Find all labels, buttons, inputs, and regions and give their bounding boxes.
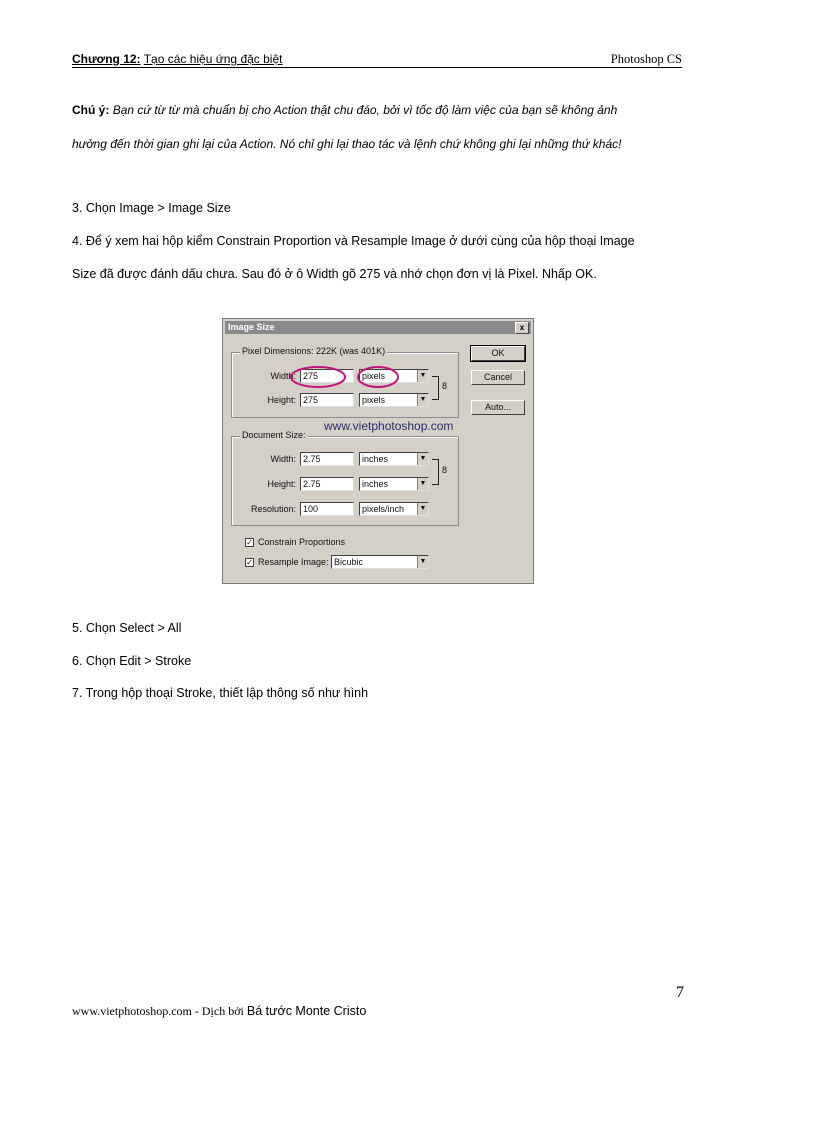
document-size-title: Document Size: — [242, 430, 306, 440]
ds-width-unit-value: inches — [362, 454, 389, 464]
chevron-down-icon: ▼ — [417, 503, 428, 515]
ds-height-unit-value: inches — [362, 479, 389, 489]
ds-width-unit-select[interactable] — [359, 452, 429, 466]
pd-width-unit-value: pixels — [362, 371, 386, 381]
image-size-dialog — [222, 318, 534, 584]
close-icon[interactable]: x — [515, 322, 529, 334]
pd-width-input[interactable]: 275 — [300, 369, 354, 383]
chevron-down-icon: ▼ — [417, 556, 428, 568]
note-line-2: hưởng đến thời gian ghi lại của Action. Nó chỉ ghi lại thao tác và lệnh chứ không ghi lại những thứ khác! — [72, 137, 622, 151]
chevron-down-icon: ▼ — [417, 394, 428, 406]
chapter-label: Chương 12: — [72, 52, 141, 66]
footer-site[interactable]: www.vietphotoshop.com — [72, 1004, 192, 1018]
footer-translated-by: - Dịch bởi — [191, 1004, 247, 1018]
chain-link-icon: 8 — [442, 465, 448, 475]
pd-width-label: Width: — [270, 371, 296, 381]
ok-button[interactable]: OK — [471, 346, 525, 361]
pd-height-input[interactable]: 275 — [300, 393, 354, 407]
note-label: Chú ý: — [72, 103, 110, 117]
chevron-down-icon: ▼ — [417, 453, 428, 465]
page-footer — [72, 1004, 366, 1019]
app-name: Photoshop CS — [610, 52, 682, 66]
resample-method-select[interactable] — [331, 555, 429, 569]
step-4-line-2: Size đã được đánh dấu chưa. Sau đó ở ô Width gõ 275 và nhớ chọn đơn vị là Pixel. Nhấp OK. — [72, 267, 597, 281]
footer-translator: Bá tước Monte Cristo — [246, 1004, 367, 1018]
note-line-1 — [72, 103, 692, 117]
resolution-unit-value: pixels/inch — [362, 504, 405, 514]
constrain-proportions-label: Constrain Proportions — [258, 537, 346, 547]
resample-image-checkbox[interactable]: ✓ — [246, 558, 253, 567]
step-3: 3. Chọn Image > Image Size — [72, 201, 231, 215]
chapter-title: Tạo các hiệu ứng đặc biệt — [143, 52, 283, 66]
step-4-line-1: 4. Để ý xem hai hộp kiểm Constrain Proportion và Resample Image ở dưới cùng của hộp thoại Image — [72, 234, 635, 248]
document-size-group — [231, 430, 459, 526]
step-5: 5. Chọn Select > All — [72, 621, 182, 635]
resample-image-label: Resample Image: — [258, 557, 329, 567]
page-header — [72, 52, 682, 68]
step-6: 6. Chọn Edit > Stroke — [72, 654, 192, 668]
chevron-down-icon: ▼ — [417, 370, 428, 382]
ds-height-label: Height: — [267, 479, 296, 489]
cancel-button[interactable]: Cancel — [471, 370, 525, 385]
ds-width-input[interactable]: 2.75 — [300, 452, 354, 466]
note-text-1: Bạn cứ từ từ mà chuẩn bị cho Action thật chu đáo, bởi vì tốc độ làm việc của bạn sẽ không ảnh — [112, 103, 618, 117]
pixel-dimensions-title: Pixel Dimensions: 222K (was 401K) — [242, 346, 386, 356]
page-number: 7 — [676, 984, 684, 1001]
chevron-down-icon: ▼ — [417, 478, 428, 490]
chapter-heading — [72, 52, 282, 66]
watermark: www.vietphotoshop.com — [324, 419, 454, 433]
resample-method-value: Bicubic — [334, 557, 364, 567]
ds-height-input[interactable]: 2.75 — [300, 477, 354, 491]
resolution-unit-select[interactable] — [359, 502, 429, 516]
constrain-proportions-checkbox[interactable]: ✓ — [246, 538, 253, 547]
resolution-input[interactable]: 100 — [300, 502, 354, 516]
auto-button[interactable]: Auto... — [471, 400, 525, 415]
pd-height-unit-value: pixels — [362, 395, 386, 405]
width-highlight-ellipse — [291, 367, 345, 387]
step-7: 7. Trong hộp thoại Stroke, thiết lập thông số như hình — [72, 686, 369, 700]
ds-width-label: Width: — [270, 454, 296, 464]
pd-height-label: Height: — [267, 395, 296, 405]
ds-height-unit-select[interactable] — [359, 477, 429, 491]
unit-highlight-ellipse — [358, 367, 398, 387]
dialog-title: Image Size — [228, 322, 275, 332]
chain-link-icon: 8 — [442, 381, 448, 391]
link-bracket — [432, 459, 439, 485]
resolution-label: Resolution: — [250, 504, 296, 514]
